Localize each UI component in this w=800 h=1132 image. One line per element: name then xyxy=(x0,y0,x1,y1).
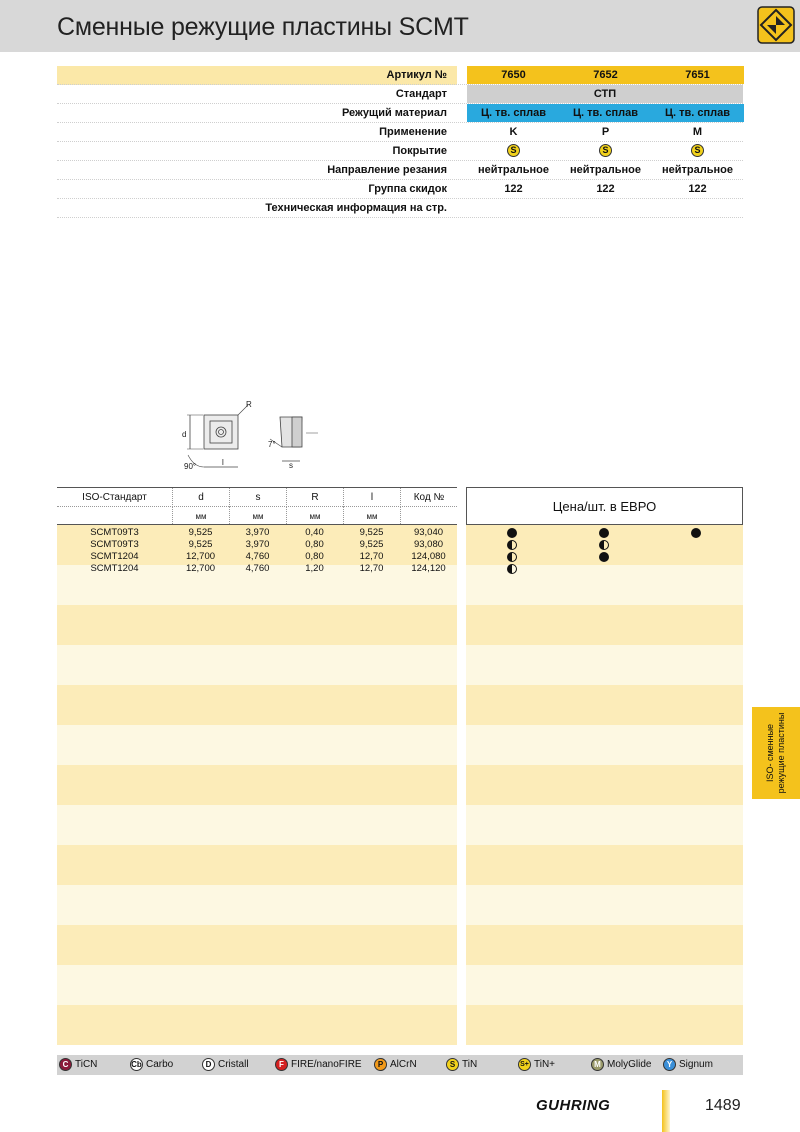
table-row xyxy=(57,527,457,539)
material-cell: Ц. тв. сплав xyxy=(559,104,652,122)
cell-r: 0,80 xyxy=(305,539,324,550)
spec-table xyxy=(57,66,743,218)
tin-badge-icon: S xyxy=(446,1058,459,1071)
application-cell: K xyxy=(509,126,518,138)
price-band xyxy=(466,1005,743,1045)
molyglide-badge-icon: M xyxy=(591,1058,604,1071)
unit-l: мм xyxy=(343,507,400,526)
availability-row xyxy=(466,551,743,563)
legend-item-cristall xyxy=(202,1058,249,1072)
spec-row-techinfo xyxy=(57,199,743,218)
tinplus-badge-icon: S+ xyxy=(518,1058,531,1071)
application-cell: M xyxy=(692,126,703,138)
cell-iso: SCMT1204 xyxy=(90,563,139,574)
table-row xyxy=(57,563,457,575)
table-band xyxy=(57,965,457,1005)
unit-s: мм xyxy=(229,507,286,526)
insert-drawing xyxy=(170,395,350,480)
cell-r: 0,40 xyxy=(305,527,324,538)
header-d: d xyxy=(172,488,229,507)
legend-item-tinplus xyxy=(518,1058,555,1072)
side-tab-line1: ISO- сменные xyxy=(765,723,775,783)
dim-r-label: R xyxy=(246,400,252,409)
availability-full-icon xyxy=(599,552,609,562)
cell-s: 3,970 xyxy=(245,539,270,550)
availability-row xyxy=(466,563,743,575)
legend-item-molyglide xyxy=(591,1058,651,1072)
unit-d: мм xyxy=(172,507,229,526)
legend-item-fire xyxy=(275,1058,362,1072)
spec-label-article: Артикул № xyxy=(386,69,447,81)
spec-label-discount: Группа скидок xyxy=(368,183,447,195)
cell-d: 9,525 xyxy=(188,539,213,550)
price-band xyxy=(466,765,743,805)
cell-iso: SCMT1204 xyxy=(90,551,139,562)
price-band xyxy=(466,725,743,765)
discount-cell: 122 xyxy=(504,183,523,195)
spec-label-standard: Стандарт xyxy=(395,88,447,100)
spec-row-discount xyxy=(57,180,743,199)
cell-s: 3,970 xyxy=(245,527,270,538)
brand-logo: GUHRING xyxy=(536,1097,611,1114)
legend-label: TiN+ xyxy=(534,1059,556,1071)
availability-full-icon xyxy=(507,528,517,538)
side-tab-line2: режущие пластины xyxy=(776,712,786,794)
price-band xyxy=(466,685,743,725)
cell-l: 9,525 xyxy=(359,539,384,550)
cell-iso: SCMT09T3 xyxy=(90,527,139,538)
availability-partial-icon xyxy=(507,552,517,562)
price-band xyxy=(466,605,743,645)
unit-code xyxy=(400,507,457,526)
legend-label: MolyGlide xyxy=(607,1059,652,1071)
price-band xyxy=(466,805,743,845)
price-band xyxy=(466,525,743,565)
spec-label-coating: Покрытие xyxy=(392,145,447,157)
legend-label: Carbo xyxy=(146,1059,174,1071)
page-title: Сменные режущие пластины SCMT xyxy=(57,13,469,41)
table-row xyxy=(57,539,457,551)
dimension-table xyxy=(57,487,457,1045)
carbo-badge-icon: Cb xyxy=(131,1060,142,1069)
discount-cell: 122 xyxy=(688,183,707,195)
table-header-row xyxy=(57,487,457,506)
price-band xyxy=(466,645,743,685)
price-header: Цена/шт. в ЕВРО xyxy=(466,487,743,525)
availability-full-icon xyxy=(599,528,609,538)
direction-cell: нейтральное xyxy=(478,164,549,176)
section-side-tab[interactable] xyxy=(752,707,800,799)
spec-row-application xyxy=(57,123,743,142)
guhring-diamond-logo-icon xyxy=(757,6,795,44)
price-band xyxy=(466,845,743,885)
table-band xyxy=(57,725,457,765)
legend-item-signum xyxy=(663,1058,713,1072)
material-cell: Ц. тв. сплав xyxy=(467,104,560,122)
header-code: Код № xyxy=(400,488,457,507)
availability-partial-icon xyxy=(599,540,609,550)
price-table xyxy=(466,487,743,1045)
spec-row-coating xyxy=(57,142,743,161)
cell-r: 0,80 xyxy=(305,551,324,562)
availability-partial-icon xyxy=(507,540,517,550)
price-band xyxy=(466,925,743,965)
cell-l: 12,70 xyxy=(359,563,384,574)
cristall-badge-icon: D xyxy=(202,1058,215,1071)
spec-label-application: Применение xyxy=(379,126,447,138)
cell-code: 93,040 xyxy=(413,527,444,538)
standard-value: СТП xyxy=(467,85,743,103)
spec-label-direction: Направление резания xyxy=(327,164,447,176)
ticn-badge-icon: C xyxy=(59,1058,72,1071)
coating-cell xyxy=(651,142,744,160)
legend-item-tin xyxy=(446,1058,477,1072)
cell-r: 1,20 xyxy=(305,563,324,574)
table-row xyxy=(57,551,457,563)
direction-cell: нейтральное xyxy=(662,164,733,176)
table-band xyxy=(57,525,457,565)
unit-iso xyxy=(57,507,172,526)
table-band xyxy=(57,645,457,685)
legend-item-carbo xyxy=(130,1058,173,1072)
cell-s: 4,760 xyxy=(245,563,270,574)
dim-s-label: s xyxy=(289,461,293,470)
price-band xyxy=(466,965,743,1005)
article-7651: 7651 xyxy=(651,66,744,84)
table-band xyxy=(57,925,457,965)
legend-label: Cristall xyxy=(218,1059,249,1071)
header-l: l xyxy=(343,488,400,507)
cell-code: 93,080 xyxy=(413,539,444,550)
cell-d: 9,525 xyxy=(188,527,213,538)
fire-badge-icon: F xyxy=(275,1058,288,1071)
availability-full-icon xyxy=(691,528,701,538)
dim-angle-7-label: 7° xyxy=(268,440,276,449)
table-band xyxy=(57,685,457,725)
discount-cell: 122 xyxy=(596,183,615,195)
spec-row-standard xyxy=(57,85,743,104)
tin-coating-icon: S xyxy=(599,144,612,157)
price-band xyxy=(466,565,743,605)
legend-label: AlCrN xyxy=(390,1059,417,1071)
footer-accent-bar xyxy=(662,1090,670,1132)
table-band xyxy=(57,765,457,805)
cell-code: 124,080 xyxy=(411,551,446,562)
spec-row-material xyxy=(57,104,743,123)
dim-l-label: l xyxy=(222,458,224,467)
legend-label: TiN xyxy=(462,1059,478,1071)
legend-item-ticn xyxy=(59,1058,97,1072)
spec-label-techinfo: Техническая информация на стр. xyxy=(265,202,447,214)
header-s: s xyxy=(229,488,286,507)
legend-label: TiCN xyxy=(75,1059,98,1071)
cell-d: 12,700 xyxy=(185,551,216,562)
table-band xyxy=(57,565,457,605)
tin-coating-icon: S xyxy=(507,144,520,157)
price-band xyxy=(466,885,743,925)
direction-cell: нейтральное xyxy=(570,164,641,176)
article-7650: 7650 xyxy=(467,66,560,84)
availability-row xyxy=(466,539,743,551)
application-cell: P xyxy=(601,126,610,138)
table-band xyxy=(57,805,457,845)
cell-d: 12,700 xyxy=(185,563,216,574)
coating-cell xyxy=(559,142,652,160)
header-r: R xyxy=(286,488,343,507)
cell-code: 124,120 xyxy=(411,563,446,574)
coating-cell xyxy=(467,142,560,160)
page-header xyxy=(0,0,800,52)
cell-l: 12,70 xyxy=(359,551,384,562)
spec-row-article xyxy=(57,66,743,85)
legend-label: FIRE/nanoFIRE xyxy=(291,1059,362,1071)
cell-s: 4,760 xyxy=(245,551,270,562)
cell-l: 9,525 xyxy=(359,527,384,538)
tin-coating-icon: S xyxy=(691,144,704,157)
table-band xyxy=(57,1005,457,1045)
legend-label: Signum xyxy=(679,1059,713,1071)
availability-partial-icon xyxy=(507,564,517,574)
side-tab-text xyxy=(765,713,787,794)
page-number: 1489 xyxy=(705,1097,741,1114)
table-band xyxy=(57,845,457,885)
alcrn-badge-icon: P xyxy=(374,1058,387,1071)
signum-badge-icon: Y xyxy=(663,1058,676,1071)
coating-legend xyxy=(57,1055,743,1075)
availability-row xyxy=(466,527,743,539)
material-cell: Ц. тв. сплав xyxy=(651,104,744,122)
spec-row-direction xyxy=(57,161,743,180)
table-band xyxy=(57,885,457,925)
spec-label-material: Режущий материал xyxy=(341,107,447,119)
header-iso: ISO-Стандарт xyxy=(82,492,147,503)
dim-angle-90-label: 90° xyxy=(184,462,197,471)
article-7652: 7652 xyxy=(559,66,652,84)
legend-item-alcrn xyxy=(374,1058,417,1072)
cell-iso: SCMT09T3 xyxy=(90,539,139,550)
unit-r: мм xyxy=(286,507,343,526)
table-band xyxy=(57,605,457,645)
table-units-row xyxy=(57,506,457,525)
dim-d-label: d xyxy=(182,430,187,439)
